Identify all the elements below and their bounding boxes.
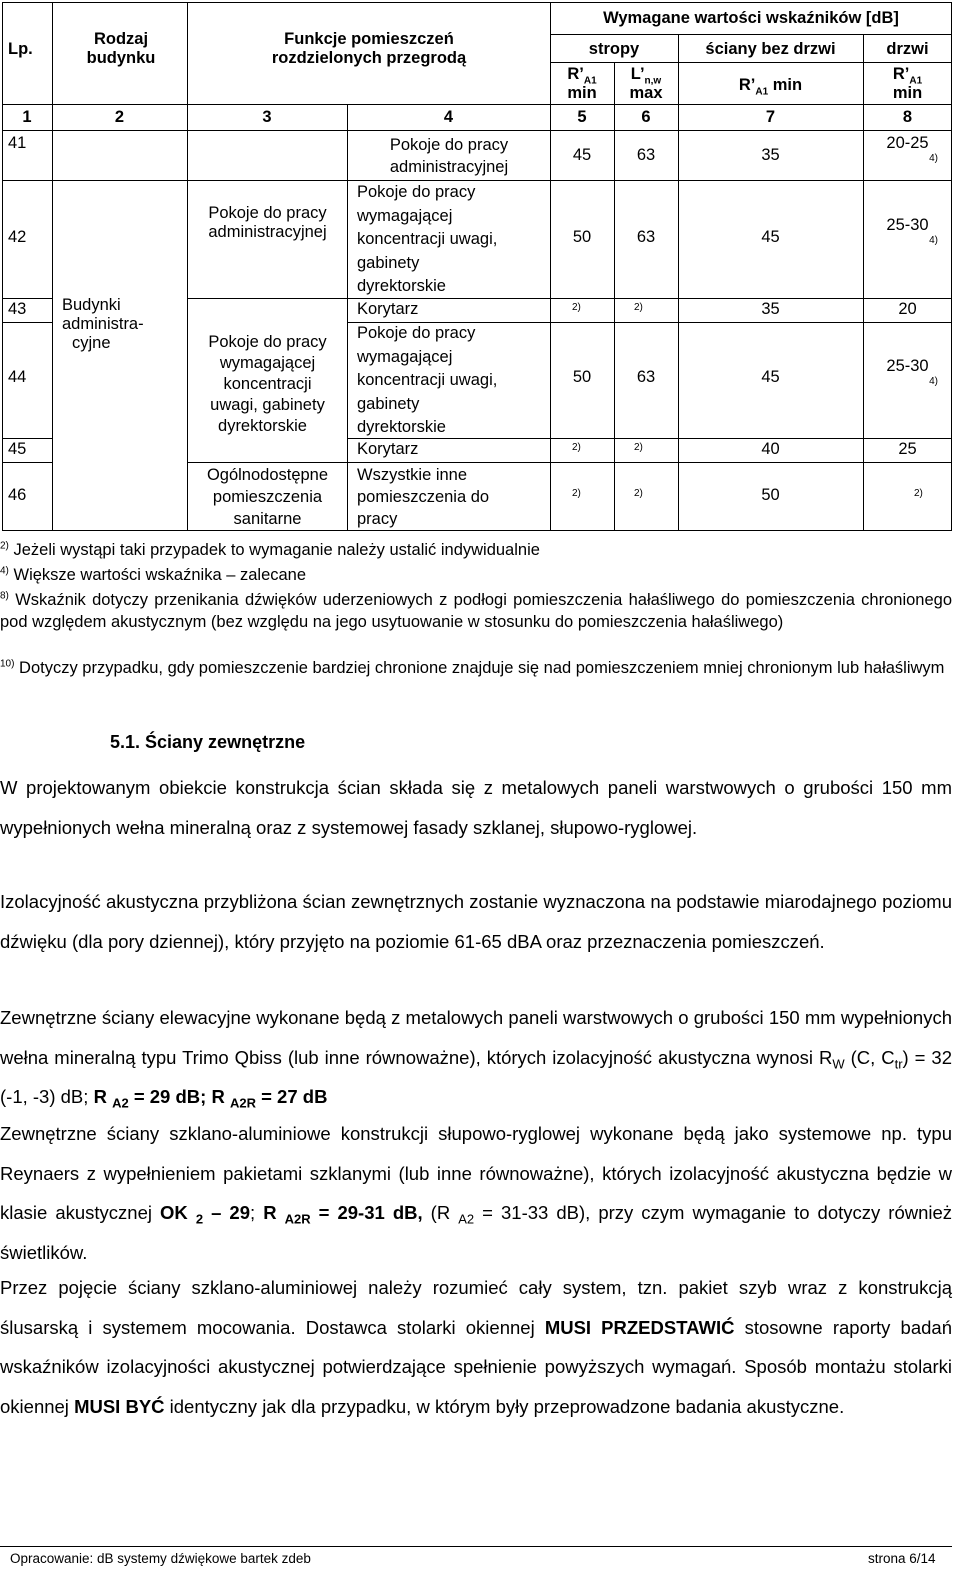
row-42-stropy-r: 50 bbox=[572, 228, 592, 246]
row-41-function: Pokoje do pracy administracyjnej bbox=[389, 136, 509, 176]
row-46-drzwi: 2) bbox=[914, 488, 923, 499]
header-stropy: stropy bbox=[588, 40, 640, 58]
row-46-stropy-l: 2) bbox=[634, 488, 643, 499]
row-44-lp: 44 bbox=[8, 368, 27, 386]
row-43-lp: 43 bbox=[8, 300, 27, 318]
row-43-drzwi: 20 bbox=[898, 300, 917, 318]
row-46-lp: 46 bbox=[8, 486, 27, 504]
row-42-sciany: 45 bbox=[761, 228, 780, 246]
row-43-sciany: 35 bbox=[761, 300, 780, 318]
row-43-stropy-l: 2) bbox=[634, 302, 643, 313]
row-44-sciany: 45 bbox=[761, 368, 780, 386]
footer-left: Opracowanie: dB systemy dźwiękowe bartek zdeb bbox=[10, 1551, 311, 1566]
col-number: 8 bbox=[902, 108, 913, 126]
row-42-function: Pokoje do pracy wymagającej koncentracji uwagi, gabinety dyrektorskie bbox=[357, 183, 498, 295]
row-45-stropy-r: 2) bbox=[572, 442, 581, 453]
footnote-10: $^{10)}$ Dotyczy przypadku, gdy pomieszczenie bardziej chronione znajduje się nad pomieszczeniem mniej chronionym lub hałaśliwym bbox=[0, 658, 945, 677]
col-number: 3 bbox=[262, 108, 272, 126]
row-45-lp: 45 bbox=[8, 440, 27, 458]
footer-divider bbox=[0, 1546, 952, 1547]
paragraph-5: Przez pojęcie ściany szklano-aluminiowej należy rozumieć cały system, tzn. pakiet szyb wraz z konstrukcją ślusarską i systemem mocowania. Dostawca stolarki okiennej MUSI PRZEDSTAWIĆ stosowne raporty badań wskaźników izolacyjności akustycznej potwierdzające spełnienie powyższych wymagań. Sposób montażu stolarki okiennej MUSI BYĆ identyczny jak dla przypadku, w którym były przeprowadzone badania akustyczne. bbox=[0, 1277, 952, 1417]
row-45-stropy-l: 2) bbox=[634, 442, 643, 453]
col-number: 4 bbox=[443, 108, 454, 126]
row-42-lp: 42 bbox=[8, 228, 27, 246]
header-lp: Lp. bbox=[8, 40, 33, 58]
col-number: 1 bbox=[22, 108, 32, 126]
header-rodzaj: Rodzaj budynku bbox=[86, 30, 156, 67]
header-ra1-min: $R’_{A1}$ min bbox=[567, 65, 597, 102]
header-sciany-ra1: $R’_{A1}$ min bbox=[738, 76, 803, 98]
row-44-stropy-l: 63 bbox=[636, 368, 656, 386]
header-sciany: ściany bez drzwi bbox=[705, 40, 836, 58]
paragraph-2: Izolacyjność akustyczna przybliżona ścian zewnętrznych zostanie wyznaczona na podstawie miarodajnego poziomu dźwięku (dla pory dziennej), który przyjęto na poziomie 61-65 dBA oraz przeznaczenia pomieszczeń. bbox=[0, 891, 952, 952]
row-42-stropy-l: 63 bbox=[636, 228, 656, 246]
col-number: 6 bbox=[641, 108, 651, 126]
col-number: 7 bbox=[765, 108, 776, 126]
header-funkcje: Funkcje pomieszczeń rozdzielonych przegrodą bbox=[271, 30, 467, 67]
section-heading: 5.1. Ściany zewnętrzne bbox=[110, 732, 306, 752]
header-wymagane: Wymagane wartości wskaźników [dB] bbox=[603, 9, 899, 27]
paragraph-3: Zewnętrzne ściany elewacyjne wykonane będą z metalowych paneli warstwowych o grubości 150 mm wypełnionych wełna mineralną typu Trimo Qbiss (lub inne równoważne), których izolacyjność akustyczna wynosi $R_W$ (C, $C_{tr}) = 32$ (-1, -3) dB; R $_{A2}$ = 29 dB; R $_{A2R}$ = 27 dB bbox=[0, 1007, 952, 1111]
footnote-4: $^{4)}$ Większe wartości wskaźnika – zalecane bbox=[0, 565, 307, 584]
row-44-function: Pokoje do pracy wymagającej koncentracji uwagi, gabinety dyrektorskie bbox=[357, 324, 498, 436]
group-koncentracja: Pokoje do pracy wymagającej koncentracji uwagi, gabinety dyrektorskie bbox=[208, 333, 327, 435]
footnote-2: $^{2)}$ Jeżeli wystąpi taki przypadek to wymaganie należy ustalić indywidualnie bbox=[0, 540, 540, 559]
header-drzwi-ra1: $R’_{A1}$ min bbox=[892, 65, 923, 102]
building-type: Budynki administra- cyjne bbox=[62, 296, 144, 352]
header-drzwi: drzwi bbox=[886, 40, 929, 58]
group-administracyjne: Pokoje do pracy administracyjnej bbox=[208, 204, 327, 241]
row-46-stropy-r: 2) bbox=[572, 488, 581, 499]
paragraph-4: Zewnętrzne ściany szklano-aluminiowe konstrukcji słupowo-ryglowej wykonane będą jako systemowe np. typu Reynaers z wypełnieniem pakietami szklanymi (lub inne równoważne), których izolacyjność akustyczna będzie w klasie akustycznej OK $_2$ – 29; R $_{A2R}$ = 29-31 dB, (R $_{A2}$ = 31-33 dB), przy czym wymaganie to dotyczy również świetlików. bbox=[0, 1123, 953, 1263]
row-41-stropy-l: 63 bbox=[636, 146, 656, 164]
row-41-lp: 41 bbox=[8, 134, 27, 152]
footer-page: strona 6/14 bbox=[868, 1551, 936, 1566]
row-44-drzwi: 25-30 4) bbox=[886, 357, 938, 387]
row-46-sciany: 50 bbox=[761, 486, 780, 504]
col-number: 2 bbox=[114, 108, 125, 126]
row-45-drzwi: 25 bbox=[898, 440, 917, 458]
footnote-8: $^{8)}$ Wskaźnik dotyczy przenikania dźwięków uderzeniowych z podłogi pomieszczenia hałaśliwego do pomieszczenia chronionego pod względem akustycznym (bez względu na jego usytuowanie w stosunku do pomieszczenia hałaśliwego) bbox=[0, 590, 952, 631]
row-41-stropy-r: 45 bbox=[572, 146, 592, 164]
row-42-drzwi: 25-30 4) bbox=[886, 216, 938, 246]
row-45-sciany: 40 bbox=[761, 440, 780, 458]
row-41-sciany: 35 bbox=[761, 146, 780, 164]
row-41-drzwi: 20-25 4) bbox=[886, 134, 938, 164]
paragraph-1: W projektowanym obiekcie konstrukcja ścian składa się z metalowych paneli warstwowych o grubości 150 mm wypełnionych wełna mineralną oraz z systemowej fasady szklanej, słupowo-ryglowej. bbox=[0, 777, 952, 838]
row-45-function: Korytarz bbox=[357, 440, 419, 458]
row-43-function: Korytarz bbox=[357, 300, 419, 318]
group-sanitarne: Ogólnodostępne pomieszczenia sanitarne bbox=[206, 466, 329, 528]
header-lnw-max: $L’_{n,w}$ max bbox=[629, 65, 663, 102]
row-44-stropy-r: 50 bbox=[572, 368, 592, 386]
row-43-stropy-r: 2) bbox=[572, 302, 581, 313]
row-46-function: Wszystkie inne pomieszczenia do pracy bbox=[357, 466, 490, 528]
requirements-table bbox=[2, 2, 952, 532]
col-number: 5 bbox=[577, 108, 587, 126]
